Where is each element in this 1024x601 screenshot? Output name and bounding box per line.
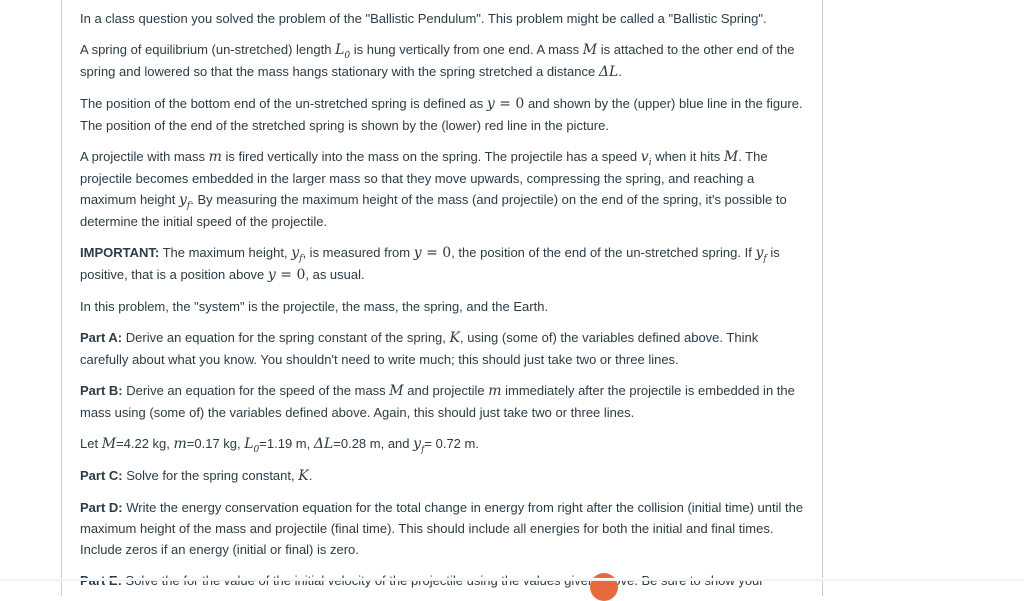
- intro-paragraph: In a class question you solved the problem of the "Ballistic Pendulum". This problem might be called a "Ballistic Spring".: [80, 11, 767, 26]
- part-d-paragraph: Part D: Write the energy conservation equation for the total change in energy from right after the collision (initial time) until the maximum height of the mass and projectile (final time). This should include all energies for both the initial and final times. Include zeros if an energy (initial or final) is zero.: [80, 500, 804, 557]
- symbol-K: K: [449, 330, 460, 346]
- system-definition-paragraph: In this problem, the "system" is the projectile, the mass, the spring, and the Earth.: [80, 299, 549, 314]
- symbol-vi: $v_i$: [640, 149, 652, 168]
- position-definition-paragraph: The position of the bottom end of the un-stretched spring is defined as y = 0 and shown by the (upper) blue line in the figure. The position of the end of the stretched spring is shown by the (lower) red line in the picture.: [80, 96, 803, 133]
- question-card: [61, 0, 823, 596]
- question-text: [80, 8, 810, 601]
- part-a-paragraph: Part A: Derive an equation for the spring constant of the spring, K, using (some of) the variables defined above. Think carefully about what you know. You shouldn't need to write much; this should just take two or three lines.: [80, 330, 759, 367]
- part-b-paragraph: Part B: Derive an equation for the speed of the mass M and projectile m immediately after the projectile is embedded in the mass using (some of) the variables defined above. Again, this should just take two or three lines.: [80, 383, 795, 420]
- projectile-paragraph: A projectile with mass m is fired vertically into the mass on the spring. The projectile has a speed $v_i$ when it hits M. The projectile becomes embedded in the larger mass so that they move upwards, compressing the spring, and reaching a maximum height $y_f$. By measuring the maximum height of the mass (and projectile) on the end of the spring, it's possible to determine the initial speed of the projectile.: [80, 149, 787, 229]
- symbol-y: y: [486, 96, 495, 112]
- symbol-m: m: [208, 149, 222, 165]
- part-c-paragraph: Part C: Solve for the spring constant, K.: [80, 468, 313, 484]
- symbol-L0: $L_0$: [335, 42, 351, 61]
- important-note-paragraph: IMPORTANT: The maximum height, $y_f$, is measured from y = 0, the position of the end of the un-stretched spring. If $y_f$ is positive, that is a position above y = 0, as usual.: [80, 245, 780, 283]
- symbol-delta-L: ΔL: [598, 64, 619, 80]
- given-values-paragraph: Let M=4.22 kg, m=0.17 kg, $L_0=1.19$ m, ΔL=0.28 m, and $y_f= 0.72$ m.: [80, 436, 479, 455]
- spring-setup-paragraph: A spring of equilibrium (un-stretched) length $L_0$ is hung vertically from one end. A mass M is attached to the other end of the spring and lowered so that the mass hangs stationary with the spring stretched a distance ΔL.: [80, 42, 795, 80]
- symbol-M: M: [582, 42, 598, 58]
- symbol-yf: $y_f$: [178, 192, 191, 211]
